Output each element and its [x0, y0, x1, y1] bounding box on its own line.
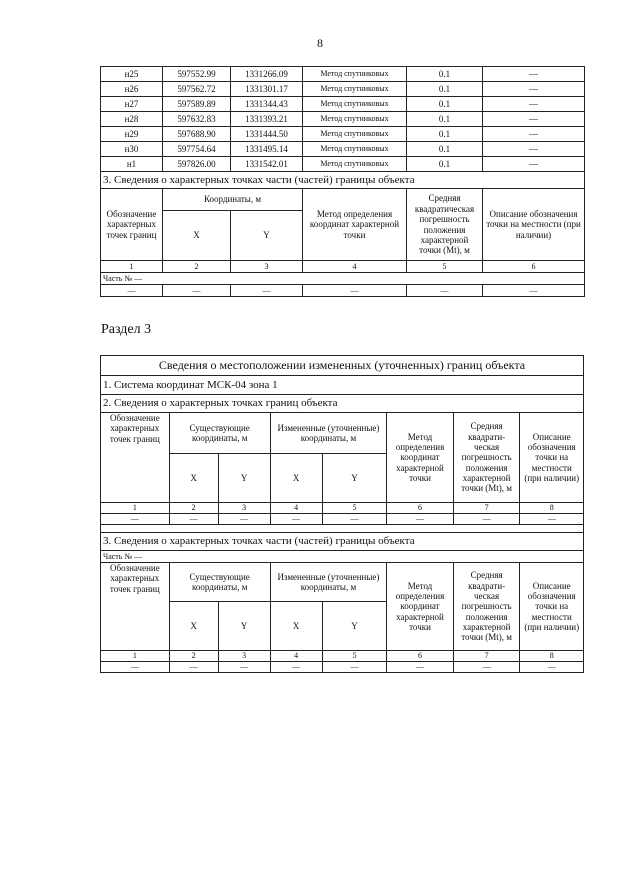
s3-header-accuracy: Средняя квадрати-ческая погрешность положения характерной точки (Mt), м — [453, 563, 520, 651]
empty-cell: — — [101, 514, 170, 525]
column-number: 5 — [407, 261, 483, 273]
s3-part-label: Часть № — — [101, 551, 584, 563]
section-3-title-row — [101, 172, 585, 189]
cell-description: — — [483, 142, 585, 157]
s2-header-accuracy: Средняя квадрати-ческая погрешность положения характерной точки (Mt), м — [453, 413, 520, 503]
part-row — [101, 273, 585, 285]
table-row — [101, 112, 585, 127]
cell-coord-x: 597688.90 — [163, 127, 231, 142]
s3-header-existing: Существующие координаты, м — [169, 563, 270, 602]
empty-cell: — — [270, 662, 322, 673]
empty-cell: — — [218, 662, 270, 673]
table-row — [101, 127, 585, 142]
cell-coord-y: 1331301.17 — [231, 82, 303, 97]
cell-description: — — [483, 97, 585, 112]
header-y: Y — [231, 211, 303, 261]
s3-header-row-1 — [101, 563, 584, 602]
cell-point-id: н30 — [101, 142, 163, 157]
cell-coord-x: 597632.83 — [163, 112, 231, 127]
empty-cell: — — [270, 514, 322, 525]
empty-cell: — — [218, 514, 270, 525]
s3-column-numbers-row — [101, 651, 584, 662]
header-x: X — [163, 211, 231, 261]
s2-header-existing: Существующие координаты, м — [169, 413, 270, 454]
cell-coord-x: 597589.89 — [163, 97, 231, 112]
cell-accuracy: 0.1 — [407, 127, 483, 142]
main-title-row — [101, 356, 584, 376]
s2-header-changed-x: X — [270, 454, 322, 503]
s2-header-existing-x: X — [169, 454, 218, 503]
table-row — [101, 67, 585, 82]
s2-header-method: Метод определения координат характерной точки — [387, 413, 454, 503]
column-number: 5 — [322, 503, 387, 514]
s2-header-changed: Измененные (уточненные) координаты, м — [270, 413, 387, 454]
column-number: 4 — [270, 651, 322, 662]
points-table-continuation — [100, 66, 585, 297]
column-number: 6 — [483, 261, 585, 273]
s2-header-existing-y: Y — [218, 454, 270, 503]
cell-coord-y: 1331444.50 — [231, 127, 303, 142]
cell-method: Метод спутниковых — [303, 67, 407, 82]
s3-header-description: Описание обозначения точки на местности (при наличии) — [520, 563, 584, 651]
cell-point-id: н27 — [101, 97, 163, 112]
empty-cell: — — [101, 285, 163, 297]
section-heading: Раздел 3 — [101, 322, 152, 337]
s2-header-designation: Обозначение характерных точек границ — [101, 413, 170, 503]
s2-header-changed-y: Y — [322, 454, 387, 503]
cell-point-id: н29 — [101, 127, 163, 142]
cell-coord-y: 1331344.43 — [231, 97, 303, 112]
column-number: 2 — [169, 651, 218, 662]
column-number: 2 — [169, 503, 218, 514]
empty-cell: — — [163, 285, 231, 297]
cell-method: Метод спутниковых — [303, 157, 407, 172]
cell-coord-x: 597552.99 — [163, 67, 231, 82]
column-number: 6 — [387, 651, 454, 662]
cell-accuracy: 0.1 — [407, 112, 483, 127]
empty-cell: — — [520, 514, 584, 525]
cell-point-id: н1 — [101, 157, 163, 172]
s3-header-method: Метод определения координат характерной точки — [387, 563, 454, 651]
column-number: 1 — [101, 651, 170, 662]
empty-cell: — — [322, 514, 387, 525]
column-number: 4 — [303, 261, 407, 273]
column-number: 8 — [520, 503, 584, 514]
s3-empty-row — [101, 662, 584, 673]
cell-accuracy: 0.1 — [407, 142, 483, 157]
coord-system: 1. Система координат МСК-04 зона 1 — [101, 376, 584, 395]
empty-cell: — — [322, 662, 387, 673]
column-number: 7 — [453, 503, 520, 514]
column-number: 1 — [101, 261, 163, 273]
cell-description: — — [483, 67, 585, 82]
s2-header-row-1 — [101, 413, 584, 454]
column-number: 2 — [163, 261, 231, 273]
cell-coord-x: 597754.64 — [163, 142, 231, 157]
cell-method: Метод спутниковых — [303, 127, 407, 142]
page-number: 8 — [317, 36, 323, 50]
empty-cell: — — [169, 662, 218, 673]
empty-cell: — — [483, 285, 585, 297]
empty-cell: — — [387, 514, 454, 525]
s3-header-changed-x: X — [270, 602, 322, 651]
coord-system-row — [101, 376, 584, 395]
section-2-title-row — [101, 395, 584, 413]
cell-accuracy: 0.1 — [407, 67, 483, 82]
empty-cell: — — [453, 514, 520, 525]
cell-point-id: н28 — [101, 112, 163, 127]
s3-title-row — [101, 533, 584, 551]
section-3-title: 3. Сведения о характерных точках части (частей) границы объекта — [101, 172, 585, 189]
empty-cell: — — [387, 662, 454, 673]
s3-header-existing-y: Y — [218, 602, 270, 651]
column-number: 6 — [387, 503, 454, 514]
main-title: Сведения о местоположении измененных (уточненных) границ объекта — [101, 356, 584, 376]
cell-accuracy: 0.1 — [407, 157, 483, 172]
cell-point-id: н25 — [101, 67, 163, 82]
table-row — [101, 157, 585, 172]
points-rows — [101, 67, 585, 172]
cell-accuracy: 0.1 — [407, 97, 483, 112]
cell-method: Метод спутниковых — [303, 82, 407, 97]
s3-header-changed: Измененные (уточненные) координаты, м — [270, 563, 387, 602]
cell-description: — — [483, 127, 585, 142]
cell-accuracy: 0.1 — [407, 82, 483, 97]
column-number: 4 — [270, 503, 322, 514]
header-designation: Обозначение характерных точек границ — [101, 189, 163, 261]
empty-cell: — — [231, 285, 303, 297]
cell-method: Метод спутниковых — [303, 142, 407, 157]
column-number: 3 — [218, 651, 270, 662]
empty-cell: — — [303, 285, 407, 297]
section-2-title: 2. Сведения о характерных точках границ объекта — [101, 395, 584, 413]
header-row-1 — [101, 189, 585, 211]
cell-coord-y: 1331393.21 — [231, 112, 303, 127]
empty-cell: — — [407, 285, 483, 297]
spacer-row — [101, 525, 584, 533]
s2-column-numbers-row — [101, 503, 584, 514]
cell-point-id: н26 — [101, 82, 163, 97]
column-number: 3 — [231, 261, 303, 273]
empty-row — [101, 285, 585, 297]
cell-coord-x: 597826.00 — [163, 157, 231, 172]
empty-cell: — — [169, 514, 218, 525]
column-numbers-row — [101, 261, 585, 273]
s2-header-description: Описание обозначения точки на местности (при наличии) — [520, 413, 584, 503]
column-number: 3 — [218, 503, 270, 514]
cell-coord-y: 1331266.09 — [231, 67, 303, 82]
header-description: Описание обозначения точки на местности (при наличии) — [483, 189, 585, 261]
column-number: 8 — [520, 651, 584, 662]
cell-coord-y: 1331542.01 — [231, 157, 303, 172]
part-label: Часть № — — [101, 273, 585, 285]
header-method: Метод определения координат характерной точки — [303, 189, 407, 261]
cell-description: — — [483, 112, 585, 127]
column-number: 1 — [101, 503, 170, 514]
empty-cell: — — [520, 662, 584, 673]
header-accuracy: Средняя квадратическая погрешность положения характерной точки (Mt), м — [407, 189, 483, 261]
table-row — [101, 97, 585, 112]
empty-cell: — — [101, 662, 170, 673]
column-number: 7 — [453, 651, 520, 662]
cell-coord-y: 1331495.14 — [231, 142, 303, 157]
empty-cell: — — [453, 662, 520, 673]
s3-title: 3. Сведения о характерных точках части (частей) границы объекта — [101, 533, 584, 551]
table-row — [101, 82, 585, 97]
s3-header-designation: Обозначение характерных точек границ — [101, 563, 170, 651]
column-number: 5 — [322, 651, 387, 662]
cell-description: — — [483, 157, 585, 172]
table-row — [101, 142, 585, 157]
cell-method: Метод спутниковых — [303, 112, 407, 127]
cell-method: Метод спутниковых — [303, 97, 407, 112]
s2-empty-row — [101, 514, 584, 525]
changed-boundaries-table — [100, 355, 584, 673]
cell-description: — — [483, 82, 585, 97]
s3-header-existing-x: X — [169, 602, 218, 651]
s3-part-row — [101, 551, 584, 563]
header-coords: Координаты, м — [163, 189, 303, 211]
cell-coord-x: 597562.72 — [163, 82, 231, 97]
s3-header-changed-y: Y — [322, 602, 387, 651]
